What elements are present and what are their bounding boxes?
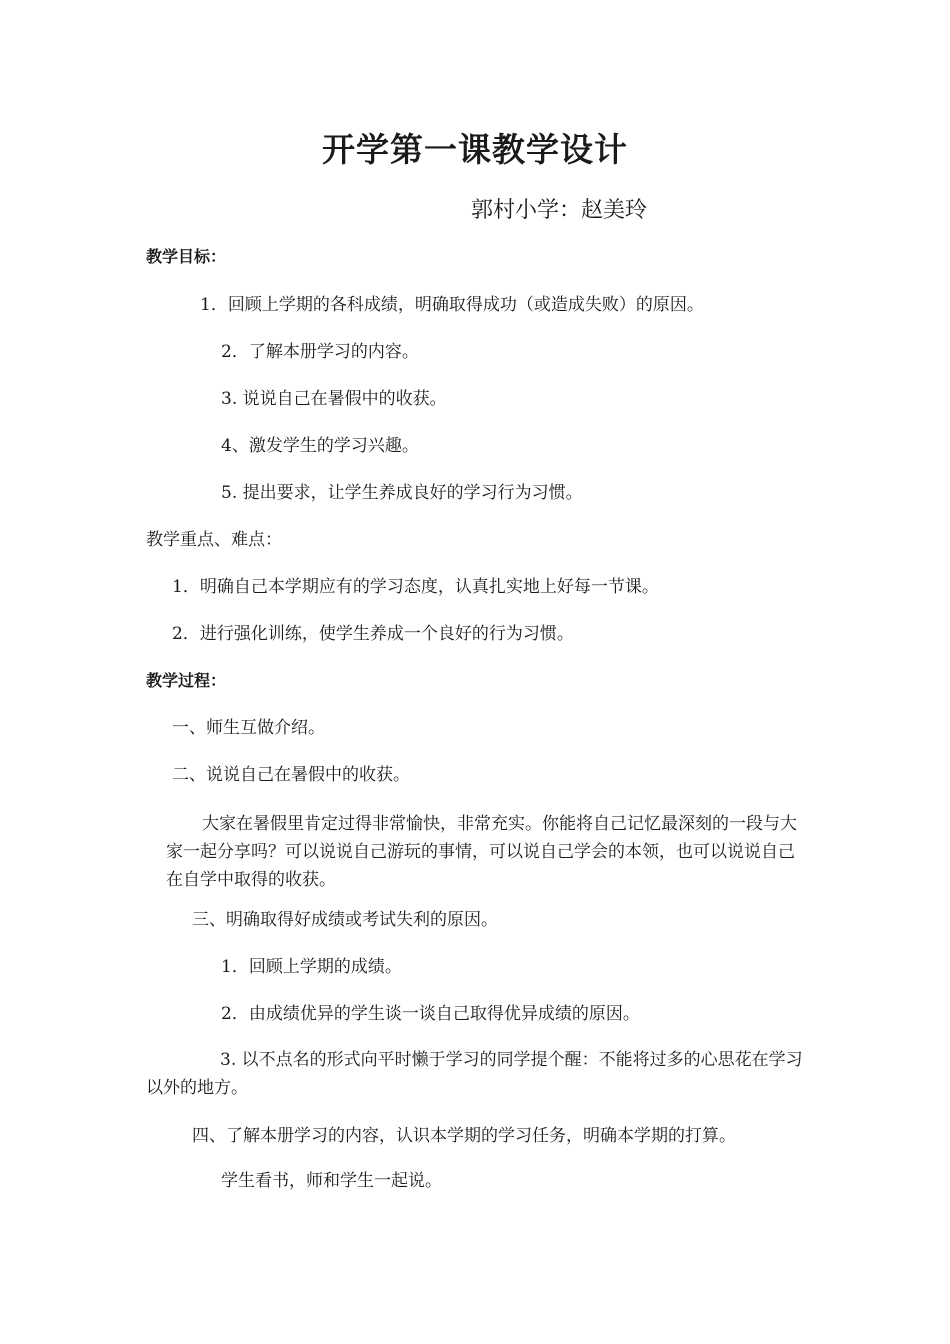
objective-item-5: 5. 提出要求，让学生养成良好的学习行为习惯。 xyxy=(221,483,583,503)
process-step-3-item-1: 1．回顾上学期的成绩。 xyxy=(221,957,402,977)
author-line: 郭村小学：赵美玲 xyxy=(471,198,648,223)
key-points-heading: 教学重点、难点： xyxy=(146,530,282,550)
objective-item-2: 2．了解本册学习的内容。 xyxy=(221,342,419,362)
objectives-heading: 教学目标： xyxy=(146,247,227,266)
process-step-4-text: 学生看书，师和学生一起说。 xyxy=(221,1171,442,1191)
objective-item-3: 3. 说说自己在暑假中的收获。 xyxy=(221,389,447,409)
process-step-2: 二、说说自己在暑假中的收获。 xyxy=(172,765,410,785)
key-point-item-2: 2．进行强化训练，使学生养成一个良好的行为习惯。 xyxy=(172,624,574,644)
objective-item-1: 1．回顾上学期的各科成绩，明确取得成功（或造成失败）的原因。 xyxy=(200,295,704,315)
process-step-3-item-2: 2．由成绩优异的学生谈一谈自己取得优异成绩的原因。 xyxy=(221,1004,640,1024)
process-step-1: 一、师生互做介绍。 xyxy=(172,718,325,738)
process-step-3-item-3: 3. 以不点名的形式向平时懒于学习的同学提个醒：不能将过多的心思花在学习以外的地方。 xyxy=(146,1050,803,1098)
process-step-3: 三、明确取得好成绩或考试失利的原因。 xyxy=(192,910,498,930)
process-step-2-text: 大家在暑假里肯定过得非常愉快，非常充实。你能将自己记忆最深刻的一段与大家一起分享吗？可以说说自己游玩的事情，可以说自己学会的本领，也可以说说自己在自学中取得的收获。 xyxy=(166,814,797,890)
objective-item-4: 4、激发学生的学习兴趣。 xyxy=(221,436,419,456)
process-heading: 教学过程： xyxy=(146,671,227,690)
process-step-4: 四、了解本册学习的内容，认识本学期的学习任务，明确本学期的打算。 xyxy=(192,1126,736,1146)
document-title: 开学第一课教学设计 xyxy=(322,130,628,169)
key-point-item-1: 1．明确自己本学期应有的学习态度，认真扎实地上好每一节课。 xyxy=(172,577,659,597)
